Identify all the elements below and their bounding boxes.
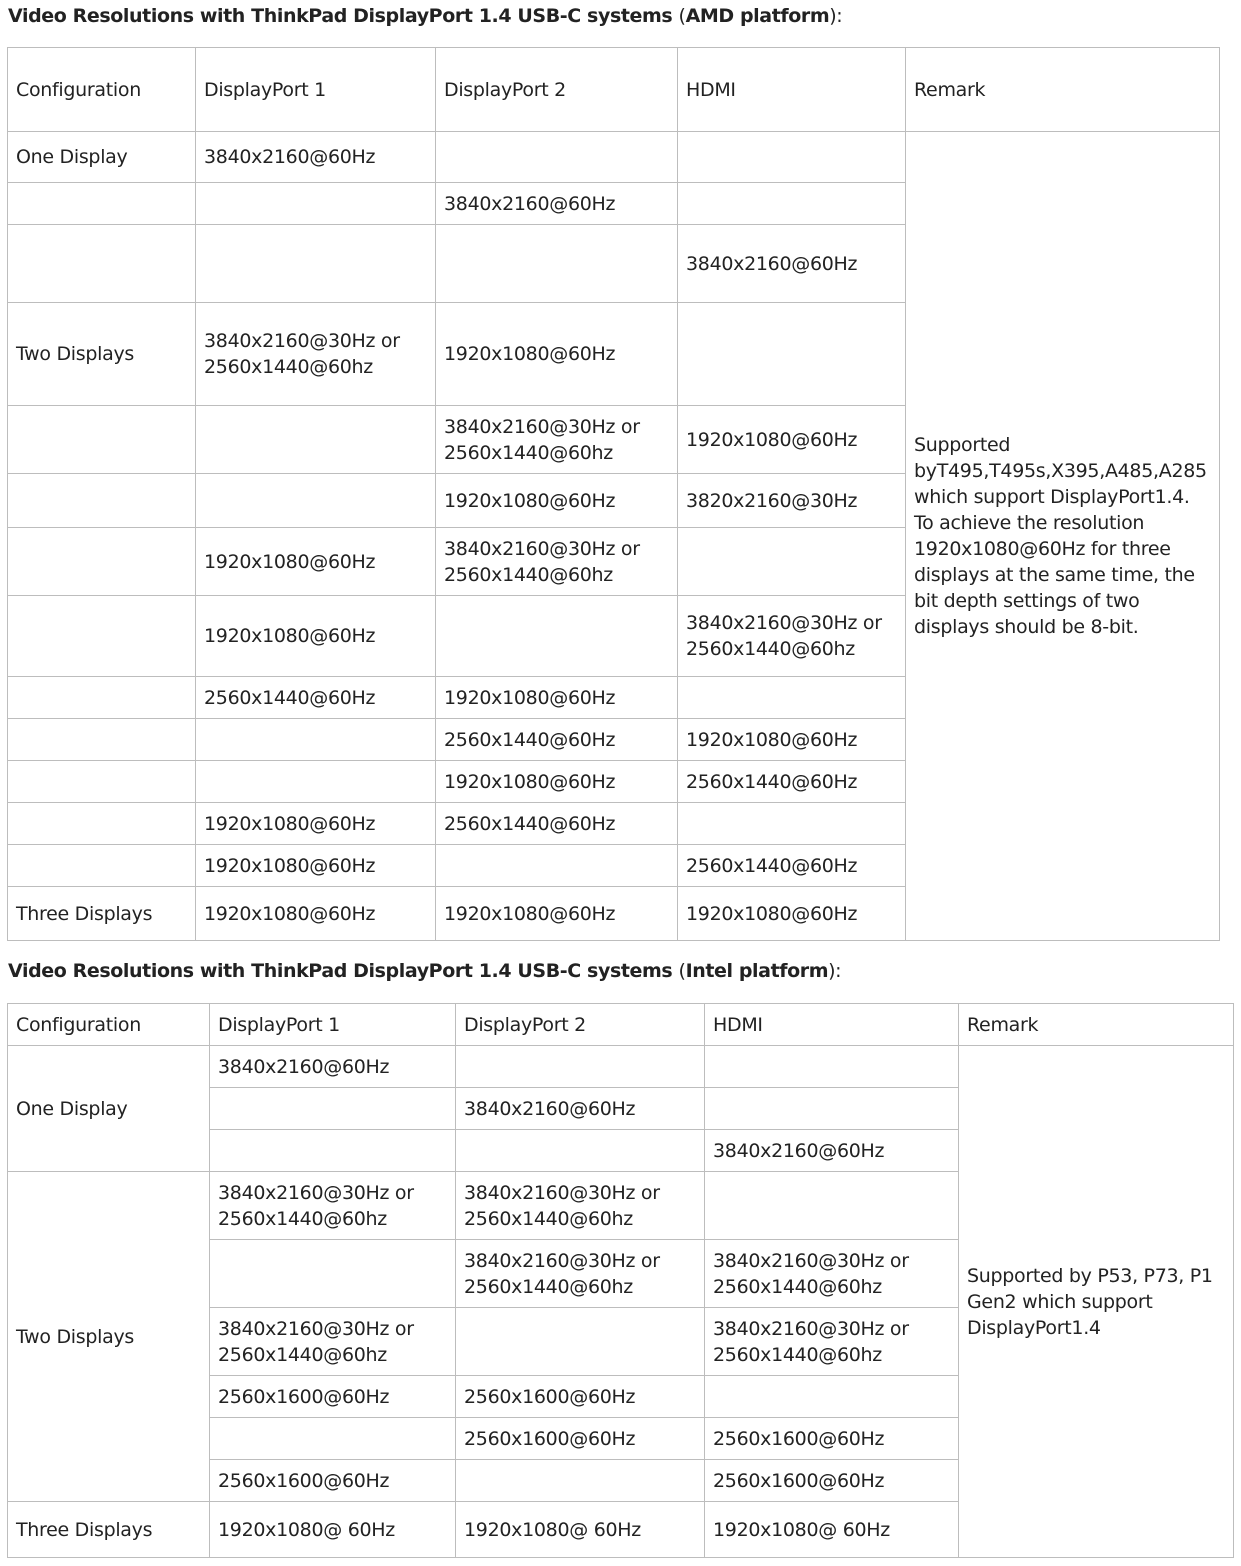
dp2-cell: 1920x1080@60Hz bbox=[436, 761, 678, 803]
dp2-cell: 3840x2160@60Hz bbox=[436, 183, 678, 225]
column-header-displayport-2: DisplayPort 2 bbox=[456, 1004, 705, 1046]
dp1-cell bbox=[210, 1130, 456, 1172]
dp2-cell: 3840x2160@30Hz or 2560x1440@60hz bbox=[456, 1240, 705, 1308]
dp2-cell bbox=[456, 1460, 705, 1502]
dp1-cell: 3840x2160@60Hz bbox=[210, 1046, 456, 1088]
dp1-cell bbox=[196, 406, 436, 474]
dp1-cell bbox=[196, 474, 436, 528]
config-cell bbox=[8, 406, 196, 474]
dp1-cell: 3840x2160@60Hz bbox=[196, 132, 436, 183]
table-row bbox=[8, 132, 1220, 183]
dp2-cell: 1920x1080@60Hz bbox=[436, 887, 678, 941]
dp2-cell: 2560x1440@60Hz bbox=[436, 803, 678, 845]
dp1-cell: 1920x1080@60Hz bbox=[196, 845, 436, 887]
hdmi-cell bbox=[678, 303, 906, 406]
hdmi-cell: 3840x2160@30Hz or 2560x1440@60hz bbox=[705, 1308, 959, 1376]
config-cell bbox=[8, 845, 196, 887]
dp1-cell: 3840x2160@30Hz or 2560x1440@60hz bbox=[210, 1172, 456, 1240]
dp1-cell bbox=[210, 1088, 456, 1130]
dp1-cell: 2560x1600@60Hz bbox=[210, 1460, 456, 1502]
dp2-cell: 1920x1080@60Hz bbox=[436, 677, 678, 719]
dp2-cell: 2560x1600@60Hz bbox=[456, 1418, 705, 1460]
hdmi-cell: 2560x1600@60Hz bbox=[705, 1418, 959, 1460]
config-cell bbox=[8, 677, 196, 719]
dp2-cell: 1920x1080@60Hz bbox=[436, 474, 678, 528]
config-cell: Two Displays bbox=[8, 303, 196, 406]
dp1-cell bbox=[196, 719, 436, 761]
config-cell: Three Displays bbox=[8, 887, 196, 941]
hdmi-cell bbox=[678, 677, 906, 719]
dp1-cell: 1920x1080@60Hz bbox=[196, 528, 436, 596]
intel-resolution-table bbox=[7, 1003, 1234, 1558]
dp1-cell: 1920x1080@60Hz bbox=[196, 803, 436, 845]
table-header-row bbox=[8, 48, 1220, 132]
dp2-cell bbox=[436, 132, 678, 183]
column-header-displayport-1: DisplayPort 1 bbox=[196, 48, 436, 132]
config-cell bbox=[8, 719, 196, 761]
hdmi-cell bbox=[705, 1088, 959, 1130]
hdmi-cell: 1920x1080@60Hz bbox=[678, 406, 906, 474]
column-header-hdmi: HDMI bbox=[678, 48, 906, 132]
dp1-cell: 1920x1080@60Hz bbox=[196, 596, 436, 677]
column-header-remark: Remark bbox=[959, 1004, 1234, 1046]
dp1-cell bbox=[210, 1240, 456, 1308]
intel-section-heading: Video Resolutions with ThinkPad DisplayPort 1.4 USB-C systems (Intel platform): bbox=[8, 960, 842, 982]
dp2-cell: 1920x1080@60Hz bbox=[436, 303, 678, 406]
config-cell bbox=[8, 183, 196, 225]
dp2-cell: 2560x1600@60Hz bbox=[456, 1376, 705, 1418]
config-cell bbox=[8, 803, 196, 845]
dp1-cell bbox=[196, 225, 436, 303]
config-cell-two-displays: Two Displays bbox=[8, 1172, 210, 1502]
hdmi-cell bbox=[705, 1172, 959, 1240]
config-cell-three-displays: Three Displays bbox=[8, 1502, 210, 1558]
remark-cell: Supported by P53, P73, P1 Gen2 which support DisplayPort1.4 bbox=[959, 1046, 1234, 1558]
amd-resolution-table bbox=[7, 47, 1220, 941]
dp1-cell: 1920x1080@ 60Hz bbox=[210, 1502, 456, 1558]
dp2-cell bbox=[436, 845, 678, 887]
hdmi-cell: 1920x1080@ 60Hz bbox=[705, 1502, 959, 1558]
dp1-cell: 2560x1600@60Hz bbox=[210, 1376, 456, 1418]
dp1-cell bbox=[196, 761, 436, 803]
config-cell bbox=[8, 528, 196, 596]
column-header-remark: Remark bbox=[906, 48, 1220, 132]
dp2-cell bbox=[456, 1046, 705, 1088]
dp1-cell: 3840x2160@30Hz or 2560x1440@60hz bbox=[196, 303, 436, 406]
dp2-cell: 1920x1080@ 60Hz bbox=[456, 1502, 705, 1558]
column-header-displayport-2: DisplayPort 2 bbox=[436, 48, 678, 132]
config-cell bbox=[8, 225, 196, 303]
table-row bbox=[8, 1046, 1234, 1088]
dp2-cell bbox=[436, 596, 678, 677]
config-cell bbox=[8, 761, 196, 803]
hdmi-cell bbox=[678, 803, 906, 845]
config-cell bbox=[8, 474, 196, 528]
dp1-cell bbox=[210, 1418, 456, 1460]
config-cell-one-display: One Display bbox=[8, 1046, 210, 1172]
hdmi-cell: 3820x2160@30Hz bbox=[678, 474, 906, 528]
dp1-cell: 1920x1080@60Hz bbox=[196, 887, 436, 941]
hdmi-cell: 2560x1600@60Hz bbox=[705, 1460, 959, 1502]
amd-section-heading: Video Resolutions with ThinkPad DisplayPort 1.4 USB-C systems (AMD platform): bbox=[8, 5, 843, 27]
hdmi-cell: 2560x1440@60Hz bbox=[678, 845, 906, 887]
column-header-configuration: Configuration bbox=[8, 48, 196, 132]
dp1-cell: 2560x1440@60Hz bbox=[196, 677, 436, 719]
dp2-cell bbox=[436, 225, 678, 303]
dp2-cell: 3840x2160@30Hz or 2560x1440@60hz bbox=[436, 528, 678, 596]
dp2-cell bbox=[456, 1308, 705, 1376]
column-header-configuration: Configuration bbox=[8, 1004, 210, 1046]
column-header-hdmi: HDMI bbox=[705, 1004, 959, 1046]
dp2-cell bbox=[456, 1130, 705, 1172]
hdmi-cell bbox=[705, 1046, 959, 1088]
hdmi-cell: 3840x2160@30Hz or 2560x1440@60hz bbox=[705, 1240, 959, 1308]
hdmi-cell bbox=[678, 183, 906, 225]
hdmi-cell: 1920x1080@60Hz bbox=[678, 887, 906, 941]
dp2-cell: 3840x2160@30Hz or 2560x1440@60hz bbox=[456, 1172, 705, 1240]
dp2-cell: 2560x1440@60Hz bbox=[436, 719, 678, 761]
hdmi-cell: 1920x1080@60Hz bbox=[678, 719, 906, 761]
config-cell bbox=[8, 596, 196, 677]
remark-cell: Supported byT495,T495s,X395,A485,A285 which support DisplayPort1.4. To achieve the resolution 1920x1080@60Hz for three displays at the same time, the bit depth settings of two displays should be 8-bit. bbox=[906, 132, 1220, 941]
table-header-row bbox=[8, 1004, 1234, 1046]
dp1-cell: 3840x2160@30Hz or 2560x1440@60hz bbox=[210, 1308, 456, 1376]
hdmi-cell bbox=[705, 1376, 959, 1418]
dp2-cell: 3840x2160@60Hz bbox=[456, 1088, 705, 1130]
hdmi-cell bbox=[678, 528, 906, 596]
config-cell: One Display bbox=[8, 132, 196, 183]
dp2-cell: 3840x2160@30Hz or 2560x1440@60hz bbox=[436, 406, 678, 474]
hdmi-cell: 2560x1440@60Hz bbox=[678, 761, 906, 803]
hdmi-cell bbox=[678, 132, 906, 183]
hdmi-cell: 3840x2160@60Hz bbox=[678, 225, 906, 303]
hdmi-cell: 3840x2160@60Hz bbox=[705, 1130, 959, 1172]
dp1-cell bbox=[196, 183, 436, 225]
column-header-displayport-1: DisplayPort 1 bbox=[210, 1004, 456, 1046]
hdmi-cell: 3840x2160@30Hz or 2560x1440@60hz bbox=[678, 596, 906, 677]
